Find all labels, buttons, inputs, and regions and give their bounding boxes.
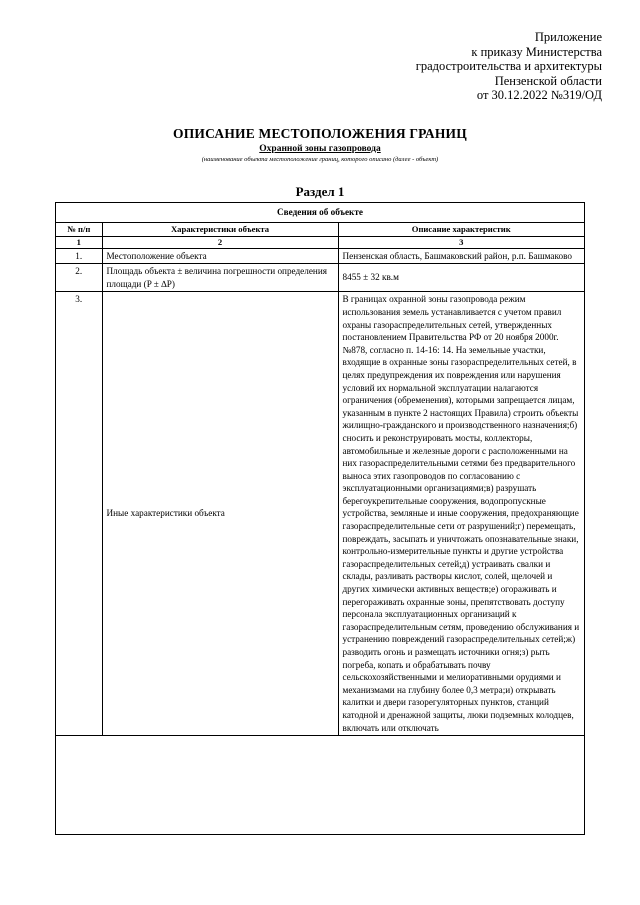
column-number-row — [56, 236, 584, 248]
row-number: 2. — [56, 264, 102, 292]
object-name-note: (наименование объекта местоположение границ, которого описано (далее - объект) — [201, 156, 439, 163]
row-characteristic: Иные характеристики объекта — [102, 292, 338, 736]
row-number: 3. — [56, 292, 102, 736]
appendix-line: к приказу Министерства — [471, 44, 602, 59]
table-row — [56, 248, 584, 264]
appendix-line: Приложение — [534, 30, 602, 44]
table-header-row — [56, 222, 584, 236]
row-description: 8455 ± 32 кв.м — [338, 264, 584, 292]
appendix-line: градостроительства и архитектуры — [415, 59, 602, 74]
column-number: 2 — [102, 236, 338, 248]
object-info-table — [56, 203, 584, 736]
header-number: № п/п — [56, 222, 102, 236]
appendix-block — [322, 30, 602, 103]
appendix-line: от 30.12.2022 №319/ОД — [476, 88, 602, 103]
appendix-line: Пензенской области — [494, 73, 602, 88]
table-row — [56, 292, 584, 736]
table-row — [56, 264, 584, 292]
section-title: Раздел 1 — [295, 184, 345, 199]
row-characteristic: Площадь объекта ± величина погрешности определения площади (P ± ∆P) — [102, 264, 338, 292]
column-number: 3 — [338, 236, 584, 248]
header-description: Описание характеристик — [338, 222, 584, 236]
header-characteristic: Характеристики объекта — [102, 222, 338, 236]
object-info-table-frame — [55, 202, 585, 835]
document-heading — [0, 126, 640, 163]
row-number: 1. — [56, 248, 102, 264]
table-caption: Сведения об объекте — [56, 203, 584, 222]
column-number: 1 — [56, 236, 102, 248]
row-characteristic: Местоположение объекта — [102, 248, 338, 264]
document-title: ОПИСАНИЕ МЕСТОПОЛОЖЕНИЯ ГРАНИЦ — [173, 126, 467, 141]
table-caption-row — [56, 203, 584, 222]
object-name: Охранной зоны газопровода — [259, 144, 381, 154]
row-description: В границах охранной зоны газопровода режим использования земель устанавливается с учетом правил охраны газораспределительных сетей, утвержденных постановлением Правительства РФ от 20 ноября 2000г. №878, согласно п. 14-16: 14. На земельные участки, входящие в охранные зоны газораспределительных сетей, в целях предупреждения их повреждения или нарушения условий их нормальной эксплуатации налагаются ограничения (обременения), которыми запрещается лицам, указанным в пункте 2 настоящих Правила) строить объекты жилищно-гражданского и производственного назначения;б) сносить и реконструировать мосты, коллекторы, автомобильные и железные дороги с расположенными на них газораспределительными сетями без предварительного выноса этих газопроводов по согласованию с эксплуатационными организациями;в) разрушать берегоукрепительные сооружения, водопропускные устройства, земляные и иные сооружения, предохраняющие газораспределительные сети от разрушений;г) перемещать, повреждать, засыпать и уничтожать опознавательные знаки, контрольно-измерительные пункты и другие устройства газораспределительных сетей;д) устраивать свалки и склады, разливать растворы кислот, солей, щелочей и других химически активных веществ;е) огораживать и перегораживать охранные зоны, препятствовать доступу персонала эксплуатационных организаций к газораспределительным сетям, проведению обслуживания и устранению повреждений газораспределительных сетей;ж) разводить огонь и размещать источники огня;з) рыть погреба, копать и обрабатывать почву сельскохозяйственными и мелиоративными орудиями и механизмами на глубину более 0,3 метра;и) открывать калитки и двери газорегуляторных пунктов, станций катодной и дренажной защиты, люки подземных колодцев, включать или отключать — [338, 292, 584, 736]
row-description: Пензенская область, Башмаковский район, р.п. Башмаково — [338, 248, 584, 264]
